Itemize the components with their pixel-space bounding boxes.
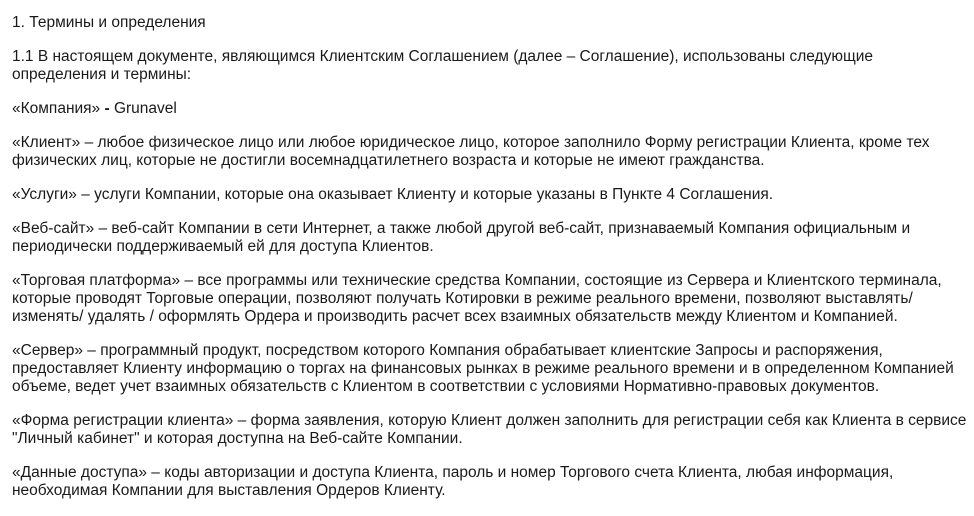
definition-access-data	[12, 464, 967, 500]
definition-term: «Данные доступа»	[12, 464, 147, 481]
definition-term: «Форма регистрации клиента»	[12, 412, 234, 429]
company-name: Grunavel	[113, 100, 177, 117]
definition-text: – все программы или технические средства Компании, состоящие из Сервера и Клиентского терминала, которые проводят Торговые операции, позволяют получать Котировки в режиме реального времени, позволяют выставлять/ изменять/ удалять / оформлять Ордера и производить расчет всех взаимных обязательств между Клиентом и Компанией.	[12, 272, 942, 325]
intro-paragraph: 1.1 В настоящем документе, являющимся Клиентским Соглашением (далее – Соглашение), использованы следующие определения и термины:	[12, 48, 873, 83]
definition-term: «Веб-сайт»	[12, 220, 95, 237]
definition-term: «Сервер»	[12, 342, 83, 359]
definition-company	[12, 100, 967, 118]
definition-text: – любое физическое лицо или любое юридическое лицо, которое заполнило Форму регистрации Клиента, кроме тех физических лиц, которые не достигли восемнадцатилетнего возраста и которые не имеют гражданства.	[12, 134, 930, 169]
definition-term: «Услуги»	[12, 186, 77, 203]
definition-client	[12, 134, 967, 170]
definition-text: – услуги Компании, которые она оказывает Клиенту и которые указаны в Пункте 4 Соглашения.	[76, 186, 774, 203]
definition-text: – программный продукт, посредством которого Компания обрабатывает клиентские Запросы и распоряжения, предоставляет Клиенту информацию о торгах на финансовых рынках в режиме реального времени и в определенном Компанией объеме, ведет учет взаимных обязательств с Клиентом в соответствии с условиями Нормативно-правовых документов.	[12, 342, 954, 395]
definition-text: – форма заявления, которую Клиент должен заполнить для регистрации себя как Клиента в сервисе "Личный кабинет" и которая доступна на Веб-сайте Компании.	[12, 412, 967, 447]
definition-term: «Торговая платформа»	[12, 272, 181, 289]
definition-trading-platform	[12, 272, 967, 326]
definition-term: «Клиент»	[12, 134, 81, 151]
definition-website	[12, 220, 967, 256]
definition-text: – коды авторизации и доступа Клиента, пароль и номер Торгового счета Клиента, любая информация, необходимая Компании для выставления Ордеров Клиенту.	[12, 464, 894, 499]
definition-registration-form	[12, 412, 967, 448]
definition-separator: -	[104, 100, 110, 117]
agreement-document	[12, 14, 967, 516]
definition-text: – веб-сайт Компании в сети Интернет, а также любой другой веб-сайт, признаваемый Компания официальным и периодически поддерживаемый ей для доступа Клиентов.	[12, 220, 911, 255]
definition-server	[12, 342, 967, 396]
definition-term: «Компания»	[12, 100, 101, 117]
section-heading: 1. Термины и определения	[12, 14, 206, 31]
definition-services	[12, 186, 967, 204]
